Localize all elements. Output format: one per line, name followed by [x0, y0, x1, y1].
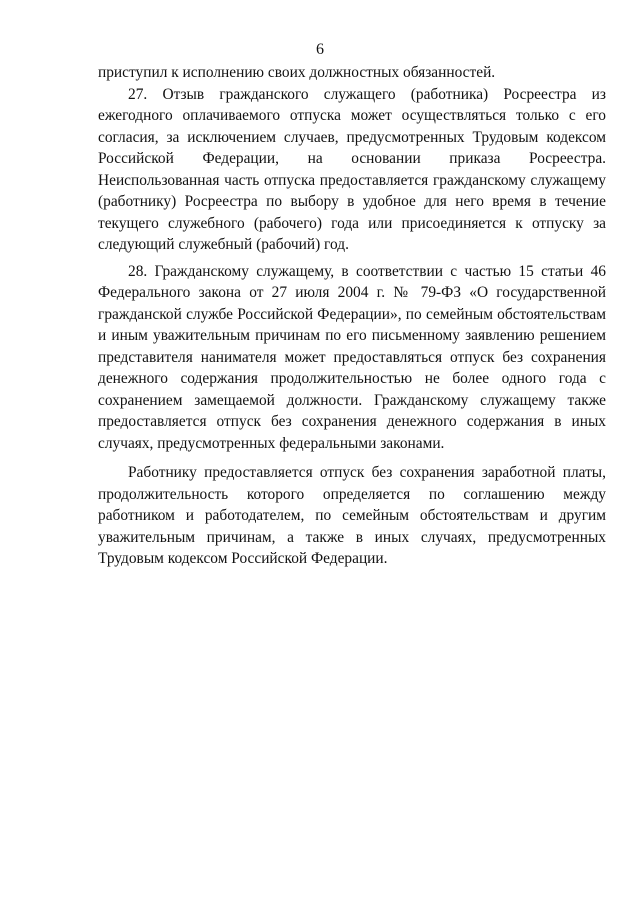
page-number: 6: [316, 41, 324, 58]
paragraph-27: 27. Отзыв гражданского служащего (работника) Росреестра из ежегодного оплачиваемого отпуска может осуществляться только с его согласия, за исключением случаев, предусмотренных Трудовым кодексом Российской Федерации, на основании приказа Росреестра. Неиспользованная часть отпуска предоставляется гражданскому служащему (работнику) Росреестра по выбору в удобное для него время в течение текущего служебного (рабочего) года или присоединяется к отпуску за следующий служебный (рабочий) год.: [98, 85, 606, 253]
document-body: [98, 62, 606, 570]
paragraph-worker-leave: Работнику предоставляется отпуск без сохранения заработной платы, продолжительность которого определяется по соглашению между работником и работодателем, по семейным обстоятельствам и другим уважительным причинам, а также в иных случаях, предусмотренных Трудовым кодексом Российской Федерации.: [98, 464, 606, 567]
paragraph-28: 28. Гражданскому служащему, в соответствии с частью 15 статьи 46 Федерального закона от 27 июля 2004 г. № 79-ФЗ «О государственной гражданской службе Российской Федерации», по семейным обстоятельствам и иным уважительным причинам по его письменному заявлению решением представителя нанимателя может предоставляться отпуск без сохранения денежного содержания продолжительностью не более одного года с сохранением замещаемой должности. Гражданскому служащему также предоставляется отпуск без сохранения денежного содержания в иных случаях, предусмотренных федеральными законами.: [98, 262, 606, 452]
paragraph-continuation: приступил к исполнению своих должностных обязанностей.: [98, 64, 496, 81]
